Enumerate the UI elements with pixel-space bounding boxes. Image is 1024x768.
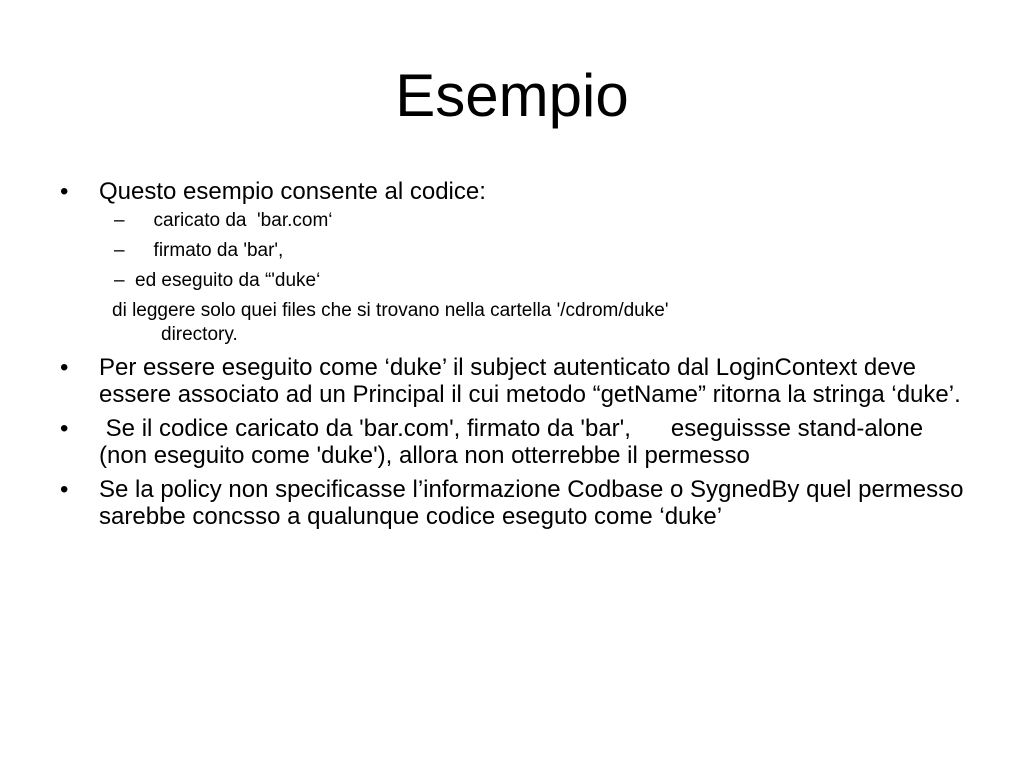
- dash-marker: –: [114, 270, 125, 291]
- dash-marker: –: [114, 240, 125, 261]
- sub-bullet-text: firmato da 'bar',: [143, 240, 284, 261]
- sub-bullet-text: caricato da 'bar.com‘: [143, 210, 333, 231]
- bullet-marker: •: [60, 415, 69, 442]
- sub-bullet-list: [99, 209, 976, 293]
- bullet-item: [56, 415, 976, 469]
- sub-bullet-item: [99, 269, 976, 293]
- dash-marker: –: [114, 210, 125, 231]
- sub-bullet-item: [99, 209, 976, 233]
- bullet-item: [56, 354, 976, 408]
- bullet-marker: •: [60, 476, 69, 503]
- bullet-marker: •: [60, 178, 69, 205]
- sub-note-line: directory.: [161, 324, 238, 345]
- slide-title: Esempio: [395, 62, 629, 129]
- bullet-text: Per essere eseguito come ‘duke’ il subject autenticato dal LoginContext deve essere associato ad un Principal il cui metodo “getName” ritorna la stringa ‘duke’.: [99, 354, 961, 408]
- bullet-list: [56, 178, 976, 537]
- sub-bullet-item: [99, 239, 976, 263]
- bullet-text: Se il codice caricato da 'bar.com', firmato da 'bar', eseguissse stand-alone (non eseguito come 'duke'), allora non otterrebbe il permesso: [99, 415, 930, 469]
- bullet-text: Se la policy non specificasse l’informazione Codbase o SygnedBy quel permesso sarebbe concsso a qualunque codice eseguto come ‘duke’: [99, 476, 964, 530]
- sub-note-line: di leggere solo quei files che si trovano nella cartella '/cdrom/duke': [112, 300, 669, 321]
- bullet-item: [56, 178, 976, 347]
- bullet-marker: •: [60, 354, 69, 381]
- bullet-item: [56, 476, 976, 530]
- sub-bullet-text: ed eseguito da “'duke‘: [135, 270, 321, 291]
- bullet-text: Questo esempio consente al codice:: [99, 178, 486, 205]
- sub-note: [99, 299, 976, 347]
